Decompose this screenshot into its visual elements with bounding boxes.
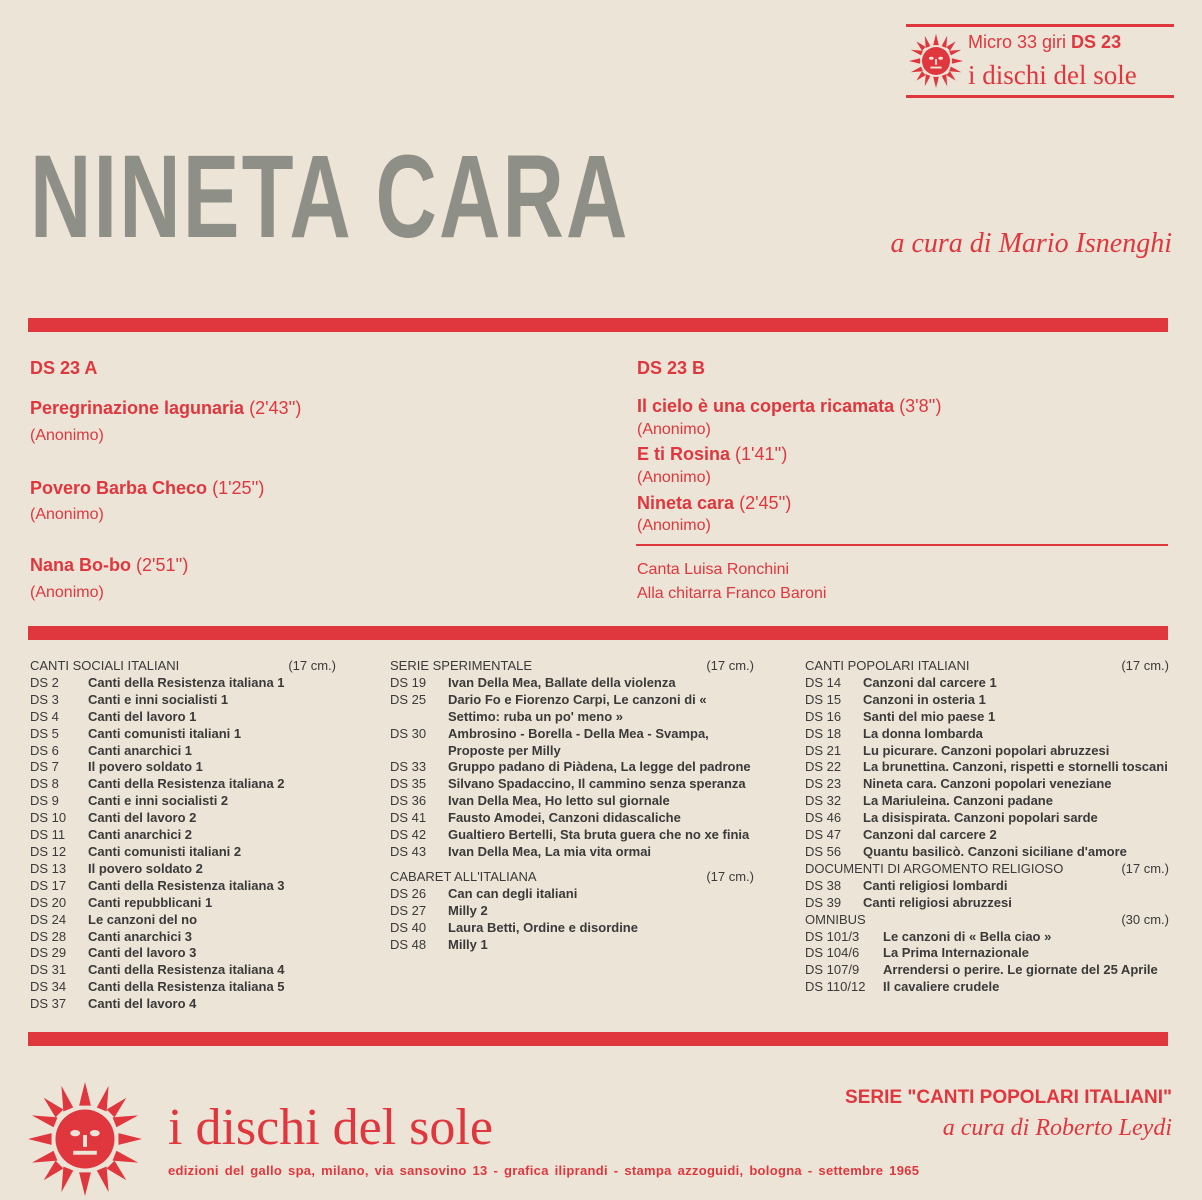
catalog-item bbox=[390, 675, 754, 692]
catalog-item bbox=[30, 709, 336, 726]
badge-bottom-rule bbox=[906, 95, 1174, 98]
catalog-item bbox=[30, 743, 336, 760]
catalog-item-title: La Mariuleina. Canzoni padane bbox=[863, 793, 1053, 809]
catalog-item-code: DS 16 bbox=[805, 708, 842, 724]
catalog-item bbox=[390, 726, 754, 760]
catalog-item-code: DS 48 bbox=[390, 936, 427, 952]
catalog-item bbox=[30, 726, 336, 743]
catalog-item-title: Laura Betti, Ordine e disordine bbox=[448, 919, 638, 935]
catalog-item-title: Arrendersi o perire. Le giornate del 25 Aprile bbox=[883, 962, 1158, 978]
sun-logo-icon bbox=[26, 1080, 144, 1198]
catalog-item bbox=[30, 895, 336, 912]
catalog-item-code: DS 2 bbox=[30, 674, 59, 690]
catalog-item-code: DS 36 bbox=[390, 793, 427, 809]
catalog-item-code: DS 110/12 bbox=[805, 979, 866, 995]
catalog-item-title: Canti del lavoro 4 bbox=[88, 996, 197, 1012]
catalog-heading-sperimentale: SERIE SPERIMENTALE (17 cm.) bbox=[390, 658, 754, 673]
catalog-item bbox=[30, 878, 336, 895]
catalog-item-title: Canzoni dal carcere 1 bbox=[863, 674, 997, 690]
catalog-item-code: DS 21 bbox=[805, 742, 842, 758]
catalog-item bbox=[30, 912, 336, 929]
catalog-item bbox=[805, 726, 1169, 743]
catalog-item-title: Santi del mio paese 1 bbox=[863, 708, 996, 724]
catalog-item-title: Canti repubblicani 1 bbox=[88, 894, 213, 910]
catalog-list-sperimentale bbox=[390, 675, 754, 861]
catalog-item-title: Nineta cara. Canzoni popolari veneziane bbox=[863, 776, 1112, 792]
catalog-item-code: DS 3 bbox=[30, 691, 59, 707]
catalog-item bbox=[805, 692, 1169, 709]
catalog-column-3 bbox=[805, 658, 1169, 996]
catalog-item-code: DS 46 bbox=[805, 810, 842, 826]
catalog-item bbox=[390, 903, 754, 920]
catalog-item-title: Canti della Resistenza italiana 2 bbox=[88, 776, 285, 792]
catalog-item-code: DS 40 bbox=[390, 919, 427, 935]
side-a-track-3-author: (Anonimo) bbox=[30, 584, 104, 601]
catalog-item-code: DS 30 bbox=[390, 725, 427, 741]
catalog-item-code: DS 33 bbox=[390, 759, 427, 775]
catalog-item bbox=[805, 776, 1169, 793]
catalog-item-title: Le canzoni di « Bella ciao » bbox=[883, 928, 1052, 944]
catalog-heading-sociali: CANTI SOCIALI ITALIANI (17 cm.) bbox=[30, 658, 336, 673]
catalog-item-title: Canti e inni socialisti 2 bbox=[88, 793, 229, 809]
catalog-item-code: DS 14 bbox=[805, 674, 842, 690]
catalog-item bbox=[390, 827, 754, 844]
catalog-item-code: DS 22 bbox=[805, 759, 842, 775]
catalog-item-code: DS 41 bbox=[390, 810, 427, 826]
side-b-rule bbox=[636, 544, 1168, 546]
catalog-item bbox=[390, 886, 754, 903]
catalog-item bbox=[30, 861, 336, 878]
catalog-item-title: La donna lombarda bbox=[863, 725, 983, 741]
catalog-item-code: DS 42 bbox=[390, 827, 427, 843]
catalog-item-code: DS 18 bbox=[805, 725, 842, 741]
catalog-item-code: DS 28 bbox=[30, 928, 67, 944]
catalog-item-title: Silvano Spadaccino, Il cammino senza speranza bbox=[448, 776, 746, 792]
side-b-track-3-author: (Anonimo) bbox=[637, 517, 711, 534]
catalog-item bbox=[30, 827, 336, 844]
catalog-item-code: DS 7 bbox=[30, 759, 59, 775]
catalog-item-title: La Prima Internazionale bbox=[883, 945, 1029, 961]
catalog-item-title: Canti della Resistenza italiana 5 bbox=[88, 979, 285, 995]
catalog-item bbox=[805, 827, 1169, 844]
catalog-item-title: Gruppo padano di Piàdena, La legge del padrone bbox=[448, 759, 751, 775]
catalog-item-code: DS 11 bbox=[30, 827, 66, 843]
catalog-item-title: Canti anarchici 1 bbox=[88, 742, 193, 758]
catalog-item bbox=[390, 759, 754, 776]
catalog-item bbox=[805, 945, 1169, 962]
catalog-column-2 bbox=[390, 658, 754, 953]
catalog-item-code: DS 34 bbox=[30, 979, 67, 995]
catalog-item-code: DS 17 bbox=[30, 877, 67, 893]
sun-logo-icon bbox=[908, 33, 964, 89]
catalog-item-title: Canti comunisti italiani 2 bbox=[88, 843, 242, 859]
side-b-track-1-author: (Anonimo) bbox=[637, 421, 711, 438]
catalog-item bbox=[30, 810, 336, 827]
catalog-heading-popolari: CANTI POPOLARI ITALIANI (17 cm.) bbox=[805, 658, 1169, 673]
side-a-track-1-title: Peregrinazione lagunaria (2'43'') bbox=[30, 398, 302, 418]
catalog-item-title: La disispirata. Canzoni popolari sarde bbox=[863, 810, 1098, 826]
catalog-item bbox=[805, 709, 1169, 726]
catalog-item bbox=[390, 844, 754, 861]
catalog-item-title: Canzoni in osteria 1 bbox=[863, 691, 986, 707]
side-a-label: DS 23 A bbox=[30, 358, 98, 378]
catalog-item bbox=[805, 675, 1169, 692]
catalog-item-title: Canti e inni socialisti 1 bbox=[88, 691, 229, 707]
catalog-item-code: DS 37 bbox=[30, 996, 67, 1012]
catalog-item-code: DS 23 bbox=[805, 776, 842, 792]
catalog-item-code: DS 39 bbox=[805, 894, 842, 910]
divider-bar-middle bbox=[28, 626, 1168, 640]
catalog-item bbox=[390, 937, 754, 954]
catalog-item-code: DS 15 bbox=[805, 691, 842, 707]
catalog-item-code: DS 9 bbox=[30, 793, 59, 809]
catalog-item-code: DS 19 bbox=[390, 674, 427, 690]
footer-brand: i dischi del sole bbox=[168, 1099, 493, 1156]
catalog-item-code: DS 24 bbox=[30, 911, 67, 927]
catalog-item bbox=[805, 929, 1169, 946]
catalog-item-title: Milly 1 bbox=[448, 936, 488, 952]
catalog-item-title: Ambrosino - Borella - Della Mea - Svampa, Proposte per Milly bbox=[448, 725, 709, 758]
catalog-list-sociali bbox=[30, 675, 336, 1013]
catalog-list-cabaret bbox=[390, 886, 754, 954]
catalog-item bbox=[390, 810, 754, 827]
catalog-item-title: Canti religiosi lombardi bbox=[863, 877, 1008, 893]
catalog-item bbox=[30, 945, 336, 962]
catalog-item-code: DS 47 bbox=[805, 827, 842, 843]
catalog-item-code: DS 8 bbox=[30, 776, 59, 792]
catalog-item-title: Ivan Della Mea, Ballate della violenza bbox=[448, 674, 676, 690]
catalog-item-title: Canti del lavoro 1 bbox=[88, 708, 197, 724]
catalog-item bbox=[30, 692, 336, 709]
side-a-track-2-title: Povero Barba Checo (1'25'') bbox=[30, 478, 265, 498]
side-b-track-2-author: (Anonimo) bbox=[637, 469, 711, 486]
catalog-item-title: Ivan Della Mea, La mia vita ormai bbox=[448, 843, 652, 859]
catalog-list-religiosi bbox=[805, 878, 1169, 912]
catalog-item-title: Milly 2 bbox=[448, 902, 488, 918]
catalog-item bbox=[30, 979, 336, 996]
catalog-item bbox=[30, 844, 336, 861]
side-a-track-3-title: Nana Bo-bo (2'51'') bbox=[30, 555, 189, 575]
catalog-item-code: DS 12 bbox=[30, 843, 67, 859]
catalog-item-title: Canzoni dal carcere 2 bbox=[863, 827, 997, 843]
catalog-item bbox=[30, 776, 336, 793]
catalog-item-code: DS 35 bbox=[390, 776, 427, 792]
catalog-item-title: Canti del lavoro 2 bbox=[88, 810, 197, 826]
catalog-list-omnibus bbox=[805, 929, 1169, 997]
album-curator: a cura di Mario Isnenghi bbox=[890, 228, 1172, 259]
catalog-item bbox=[805, 743, 1169, 760]
catalog-item-code: DS 31 bbox=[30, 962, 67, 978]
catalog-item bbox=[30, 962, 336, 979]
catalog-item-code: DS 25 bbox=[390, 691, 427, 707]
catalog-item-code: DS 38 bbox=[805, 877, 842, 893]
series-curator: a cura di Roberto Leydi bbox=[942, 1115, 1172, 1141]
credit-singer: Canta Luisa Ronchini bbox=[637, 561, 790, 578]
catalog-item-code: DS 27 bbox=[390, 902, 427, 918]
catalog-item-title: Quantu basilicò. Canzoni siciliane d'amore bbox=[863, 843, 1127, 859]
divider-bar-top bbox=[28, 318, 1168, 332]
catalog-item bbox=[30, 759, 336, 776]
label-badge bbox=[906, 24, 1174, 98]
catalog-item-title: Il povero soldato 2 bbox=[88, 860, 203, 876]
catalog-item-title: Canti della Resistenza italiana 3 bbox=[88, 877, 285, 893]
catalog-item-title: La brunettina. Canzoni, rispetti e stornelli toscani bbox=[863, 759, 1168, 775]
catalog-item bbox=[390, 776, 754, 793]
catalog-column-1 bbox=[30, 658, 336, 1013]
catalog-item-code: DS 104/6 bbox=[805, 945, 860, 961]
badge-brand: i dischi del sole bbox=[968, 60, 1137, 90]
catalog-item-code: DS 6 bbox=[30, 742, 59, 758]
catalog-item bbox=[805, 962, 1169, 979]
album-title: NINETA CARA bbox=[30, 131, 630, 263]
series-title: SERIE "CANTI POPOLARI ITALIANI" bbox=[845, 1087, 1172, 1108]
side-a-track-1-author: (Anonimo) bbox=[30, 427, 104, 444]
catalog-item-code: DS 32 bbox=[805, 793, 842, 809]
side-b-label: DS 23 B bbox=[637, 358, 706, 378]
catalog-item bbox=[805, 793, 1169, 810]
catalog-item-title: Canti religiosi abruzzesi bbox=[863, 894, 1012, 910]
catalog-item bbox=[30, 996, 336, 1013]
catalog-item-code: DS 5 bbox=[30, 725, 59, 741]
badge-top-rule bbox=[906, 24, 1174, 27]
catalog-item-code: DS 13 bbox=[30, 860, 67, 876]
side-b-track-3-title: Nineta cara (2'45'') bbox=[637, 493, 792, 513]
catalog-list-popolari bbox=[805, 675, 1169, 861]
catalog-item-title: Canti anarchici 3 bbox=[88, 928, 193, 944]
catalog-item bbox=[805, 844, 1169, 861]
catalog-item-title: Gualtiero Bertelli, Sta bruta guera che no xe finia bbox=[448, 827, 750, 843]
catalog-item bbox=[30, 929, 336, 946]
catalog-item-code: DS 26 bbox=[390, 885, 427, 901]
catalog-item-code: DS 101/3 bbox=[805, 928, 860, 944]
catalog-item bbox=[390, 692, 754, 726]
catalog-item bbox=[805, 895, 1169, 912]
side-b-track-2-title: E ti Rosina (1'41'') bbox=[637, 444, 788, 464]
badge-format: Micro 33 giri DS 23 bbox=[968, 32, 1122, 52]
side-a-track-2-author: (Anonimo) bbox=[30, 506, 104, 523]
catalog-item-code: DS 56 bbox=[805, 843, 842, 859]
catalog-item-title: Il cavaliere crudele bbox=[883, 979, 1000, 995]
catalog-item-code: DS 4 bbox=[30, 708, 59, 724]
catalog-heading-cabaret: CABARET ALL'ITALIANA (17 cm.) bbox=[390, 868, 754, 884]
catalog-item-code: DS 43 bbox=[390, 843, 427, 859]
catalog-item-title: Canti della Resistenza italiana 4 bbox=[88, 962, 285, 978]
catalog-item-title: Canti del lavoro 3 bbox=[88, 945, 197, 961]
divider-bar-bottom bbox=[28, 1032, 1168, 1046]
catalog-item-title: Il povero soldato 1 bbox=[88, 759, 203, 775]
catalog-item bbox=[805, 979, 1169, 996]
catalog-heading-religiosi: DOCUMENTI DI ARGOMENTO RELIGIOSO (17 cm.) bbox=[805, 860, 1169, 876]
catalog-item-code: DS 10 bbox=[30, 810, 67, 826]
catalog-item-title: Canti della Resistenza italiana 1 bbox=[88, 674, 285, 690]
catalog-item bbox=[30, 675, 336, 692]
catalog-item-code: DS 29 bbox=[30, 945, 67, 961]
catalog-item-title: Dario Fo e Fiorenzo Carpi, Le canzoni di « Settimo: ruba un po' meno » bbox=[448, 691, 707, 724]
catalog-item-title: Le canzoni del no bbox=[88, 911, 198, 927]
catalog-item bbox=[390, 920, 754, 937]
credit-guitar: Alla chitarra Franco Baroni bbox=[637, 585, 827, 602]
catalog-item-title: Canti anarchici 2 bbox=[88, 827, 193, 843]
catalog-item-code: DS 20 bbox=[30, 894, 67, 910]
catalog-item-title: Canti comunisti italiani 1 bbox=[88, 725, 242, 741]
catalog-item bbox=[390, 793, 754, 810]
side-b-track-1-title: Il cielo è una coperta ricamata (3'8'') bbox=[637, 396, 942, 416]
imprint-line: edizioni del gallo spa, milano, via sansovino 13 - grafica iliprandi - stampa azzoguidi, bologna - settembre 1965 bbox=[168, 1163, 920, 1178]
catalog-item-code: DS 107/9 bbox=[805, 962, 860, 978]
catalog-item bbox=[30, 793, 336, 810]
catalog-item bbox=[805, 759, 1169, 776]
catalog-heading-omnibus: OMNIBUS (30 cm.) bbox=[805, 911, 1169, 927]
catalog-item-title: Ivan Della Mea, Ho letto sul giornale bbox=[448, 793, 670, 809]
catalog-item bbox=[805, 878, 1169, 895]
catalog-item-title: Lu picurare. Canzoni popolari abruzzesi bbox=[863, 742, 1110, 758]
catalog-item-title: Can can degli italiani bbox=[448, 885, 578, 901]
catalog-item-title: Fausto Amodei, Canzoni didascaliche bbox=[448, 810, 681, 826]
catalog-item bbox=[805, 810, 1169, 827]
